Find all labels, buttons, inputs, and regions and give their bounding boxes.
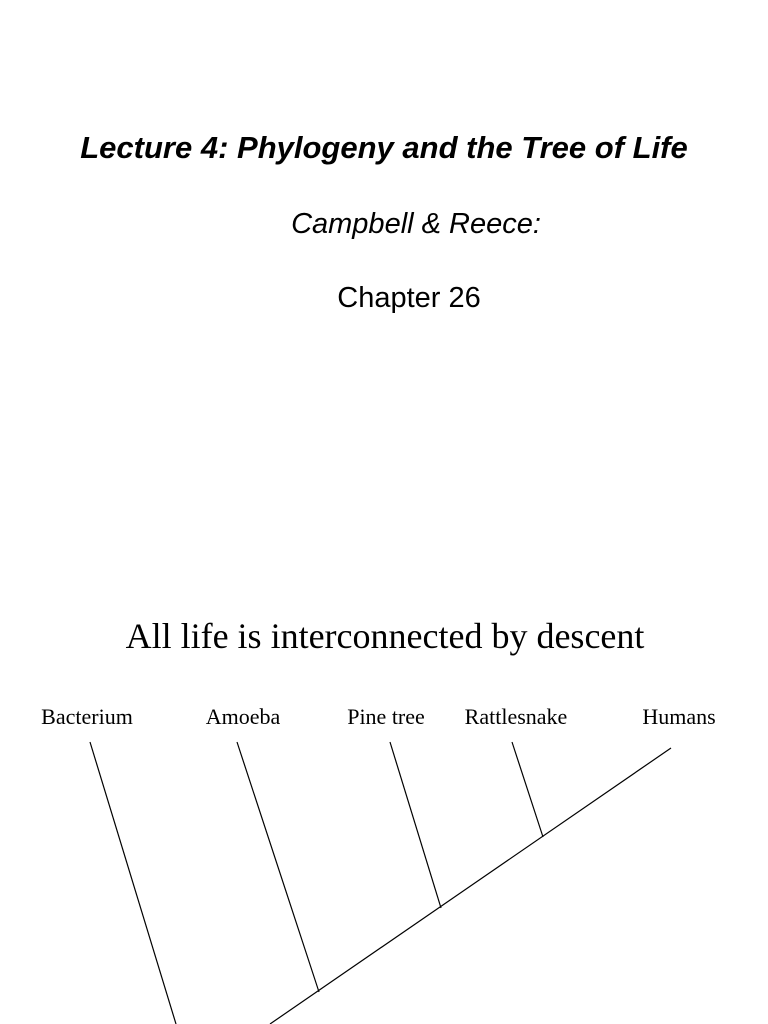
branch-amoeba [237,742,319,992]
branch-rattlesnake [512,742,543,837]
tree-backbone [270,748,671,1024]
branch-bacterium [90,742,176,1024]
phylogenetic-tree [0,560,768,1024]
taxon-label-rattlesnake: Rattlesnake [464,704,568,729]
chapter-reference: Chapter 26 [337,282,481,314]
taxon-label-pine-tree: Pine tree [347,704,425,729]
branch-pine-tree [390,742,441,908]
slide-title: All life is interconnected by descent [125,616,645,656]
lecture-title: Lecture 4: Phylogeny and the Tree of Life [80,130,688,165]
textbook-reference: Campbell & Reece: [291,208,541,240]
slide-tree-of-life [0,560,768,1024]
taxon-label-humans: Humans [642,704,716,729]
taxon-label-amoeba: Amoeba [205,704,281,729]
taxon-label-bacterium: Bacterium [41,704,133,729]
